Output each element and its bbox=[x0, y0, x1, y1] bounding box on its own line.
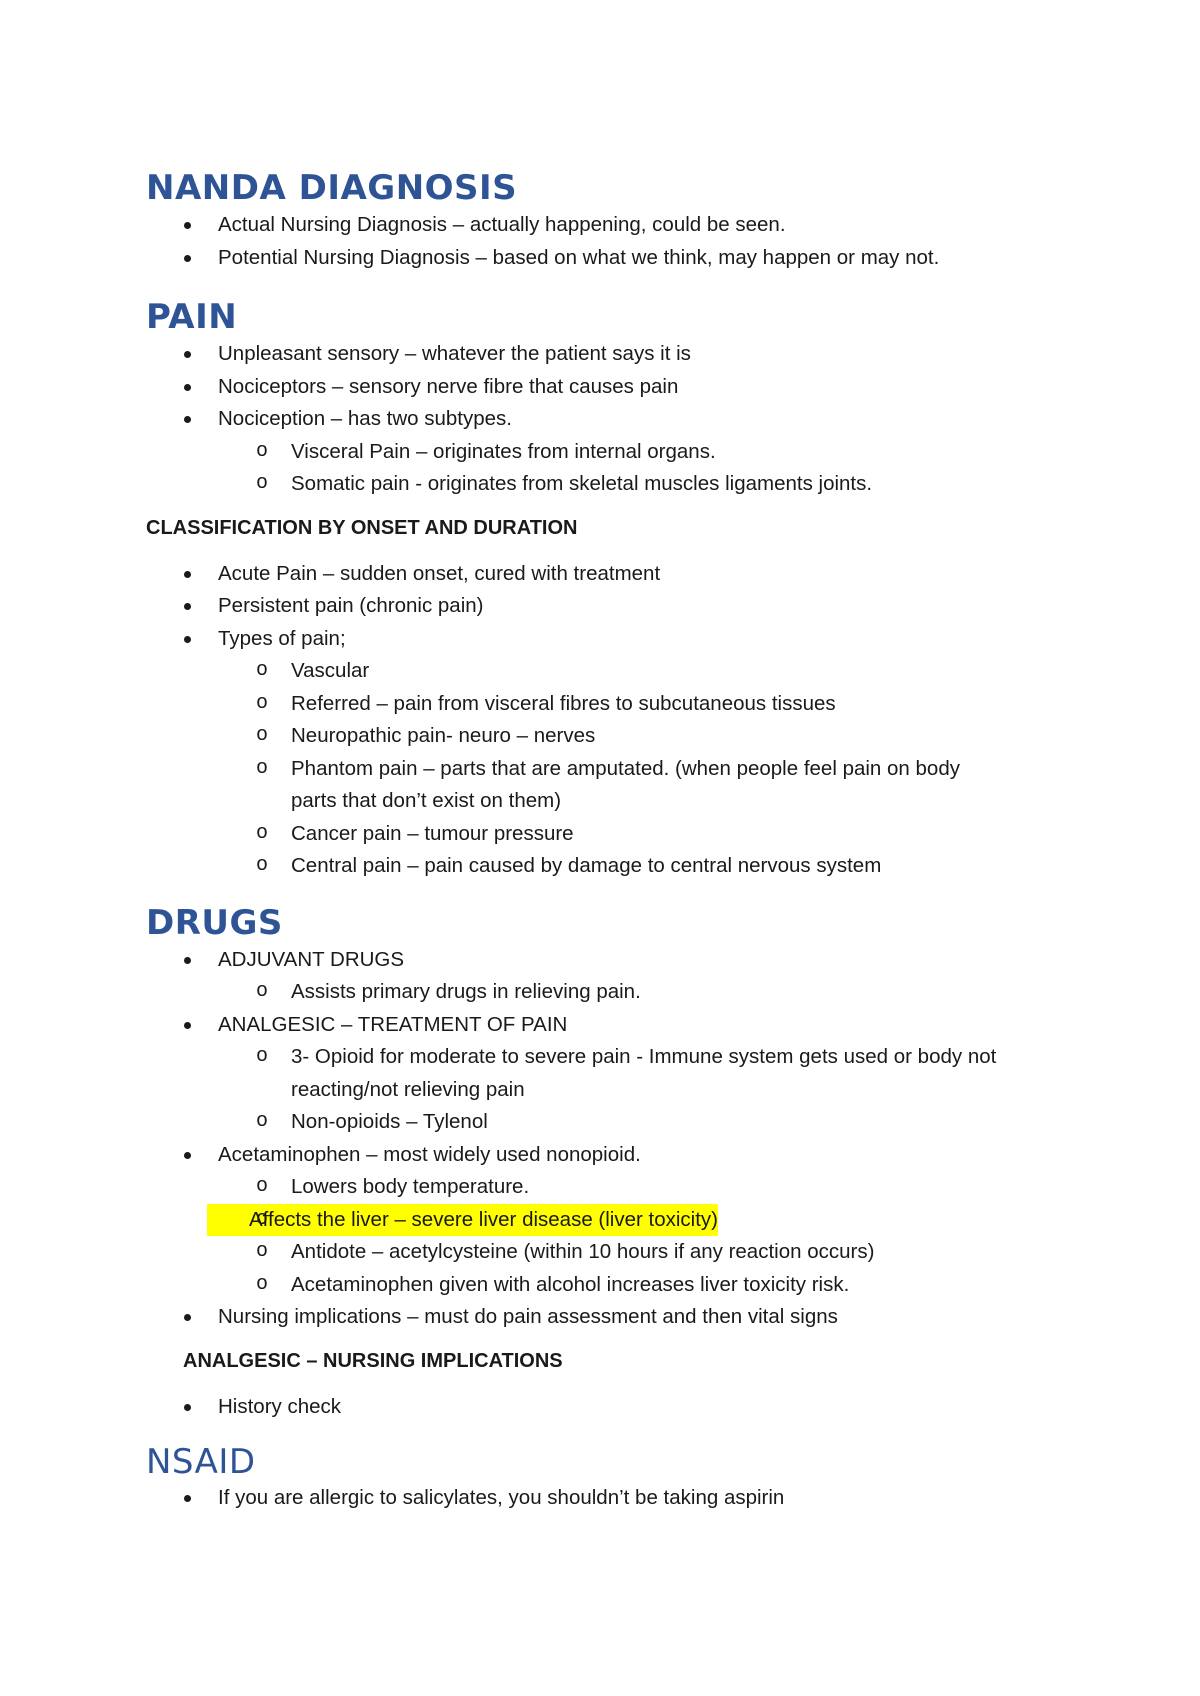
list-analgesic-nursing bbox=[146, 1391, 1086, 1424]
list-item: Types of pain; bbox=[146, 623, 1086, 656]
heading-drugs: DRUGS bbox=[146, 902, 283, 943]
list-subitem: o Antidote – acetylcysteine (within 10 hours if any reaction occurs) bbox=[146, 1236, 1086, 1269]
list-subitem: o Neuropathic pain- neuro – nerves bbox=[146, 720, 1086, 753]
heading-analgesic-nursing: ANALGESIC – NURSING IMPLICATIONS bbox=[183, 1349, 563, 1372]
list-subitem: o Visceral Pain – originates from internal organs. bbox=[146, 436, 1086, 469]
list-classification bbox=[146, 558, 1086, 883]
list-subitem: o Central pain – pain caused by damage to central nervous system bbox=[146, 850, 1086, 883]
list-subitem: o Phantom pain – parts that are amputated. (when people feel pain on body parts that don’t exist on them) bbox=[146, 753, 991, 818]
list-item: Nociception – has two subtypes. bbox=[146, 403, 1086, 436]
list-item: ANALGESIC – TREATMENT OF PAIN bbox=[146, 1009, 1086, 1042]
list-subitem: o Lowers body temperature. bbox=[146, 1171, 1086, 1204]
list-subitem: o Cancer pain – tumour pressure bbox=[146, 818, 1086, 851]
list-item: Nursing implications – must do pain assessment and then vital signs bbox=[146, 1301, 1086, 1334]
list-subitem: o Assists primary drugs in relieving pain. bbox=[146, 976, 1086, 1009]
heading-pain: PAIN bbox=[146, 297, 238, 337]
list-subitem: o Somatic pain - originates from skeletal muscles ligaments joints. bbox=[146, 468, 1086, 501]
list-item: Potential Nursing Diagnosis – based on what we think, may happen or may not. bbox=[146, 242, 1086, 275]
list-subitem: o Referred – pain from visceral fibres to subcutaneous tissues bbox=[146, 688, 1086, 721]
list-item: If you are allergic to salicylates, you shouldn’t be taking aspirin bbox=[146, 1482, 1086, 1515]
list-nanda bbox=[146, 209, 1086, 274]
heading-nanda-diagnosis: NANDA DIAGNOSIS bbox=[146, 168, 518, 208]
list-item: Unpleasant sensory – whatever the patient says it is bbox=[146, 338, 1086, 371]
list-item: Acetaminophen – most widely used nonopioid. bbox=[146, 1139, 1086, 1172]
list-item: Persistent pain (chronic pain) bbox=[146, 590, 1086, 623]
list-pain bbox=[146, 338, 1086, 501]
list-item: Acute Pain – sudden onset, cured with treatment bbox=[146, 558, 1086, 591]
document-content bbox=[146, 168, 1086, 1515]
list-subitem-highlighted bbox=[146, 1204, 1086, 1237]
heading-classification: CLASSIFICATION BY ONSET AND DURATION bbox=[146, 516, 578, 539]
list-item: Actual Nursing Diagnosis – actually happening, could be seen. bbox=[146, 209, 1086, 242]
list-item: ADJUVANT DRUGS bbox=[146, 944, 1086, 977]
highlight-mark: Affects the liver – severe liver disease (liver toxicity) bbox=[207, 1204, 718, 1237]
list-item: History check bbox=[146, 1391, 1086, 1424]
heading-nsaid: NSAID bbox=[146, 1442, 256, 1482]
list-subitem: o Vascular bbox=[146, 655, 1086, 688]
list-nsaid bbox=[146, 1482, 1086, 1515]
list-subitem: o Non-opioids – Tylenol bbox=[146, 1106, 1086, 1139]
list-subitem: o Acetaminophen given with alcohol increases liver toxicity risk. bbox=[146, 1269, 1086, 1302]
list-drugs bbox=[146, 944, 1086, 1334]
list-subitem: o 3- Opioid for moderate to severe pain - Immune system gets used or body not reacting/not relieving pain bbox=[146, 1041, 1026, 1106]
list-item: Nociceptors – sensory nerve fibre that causes pain bbox=[146, 371, 1086, 404]
